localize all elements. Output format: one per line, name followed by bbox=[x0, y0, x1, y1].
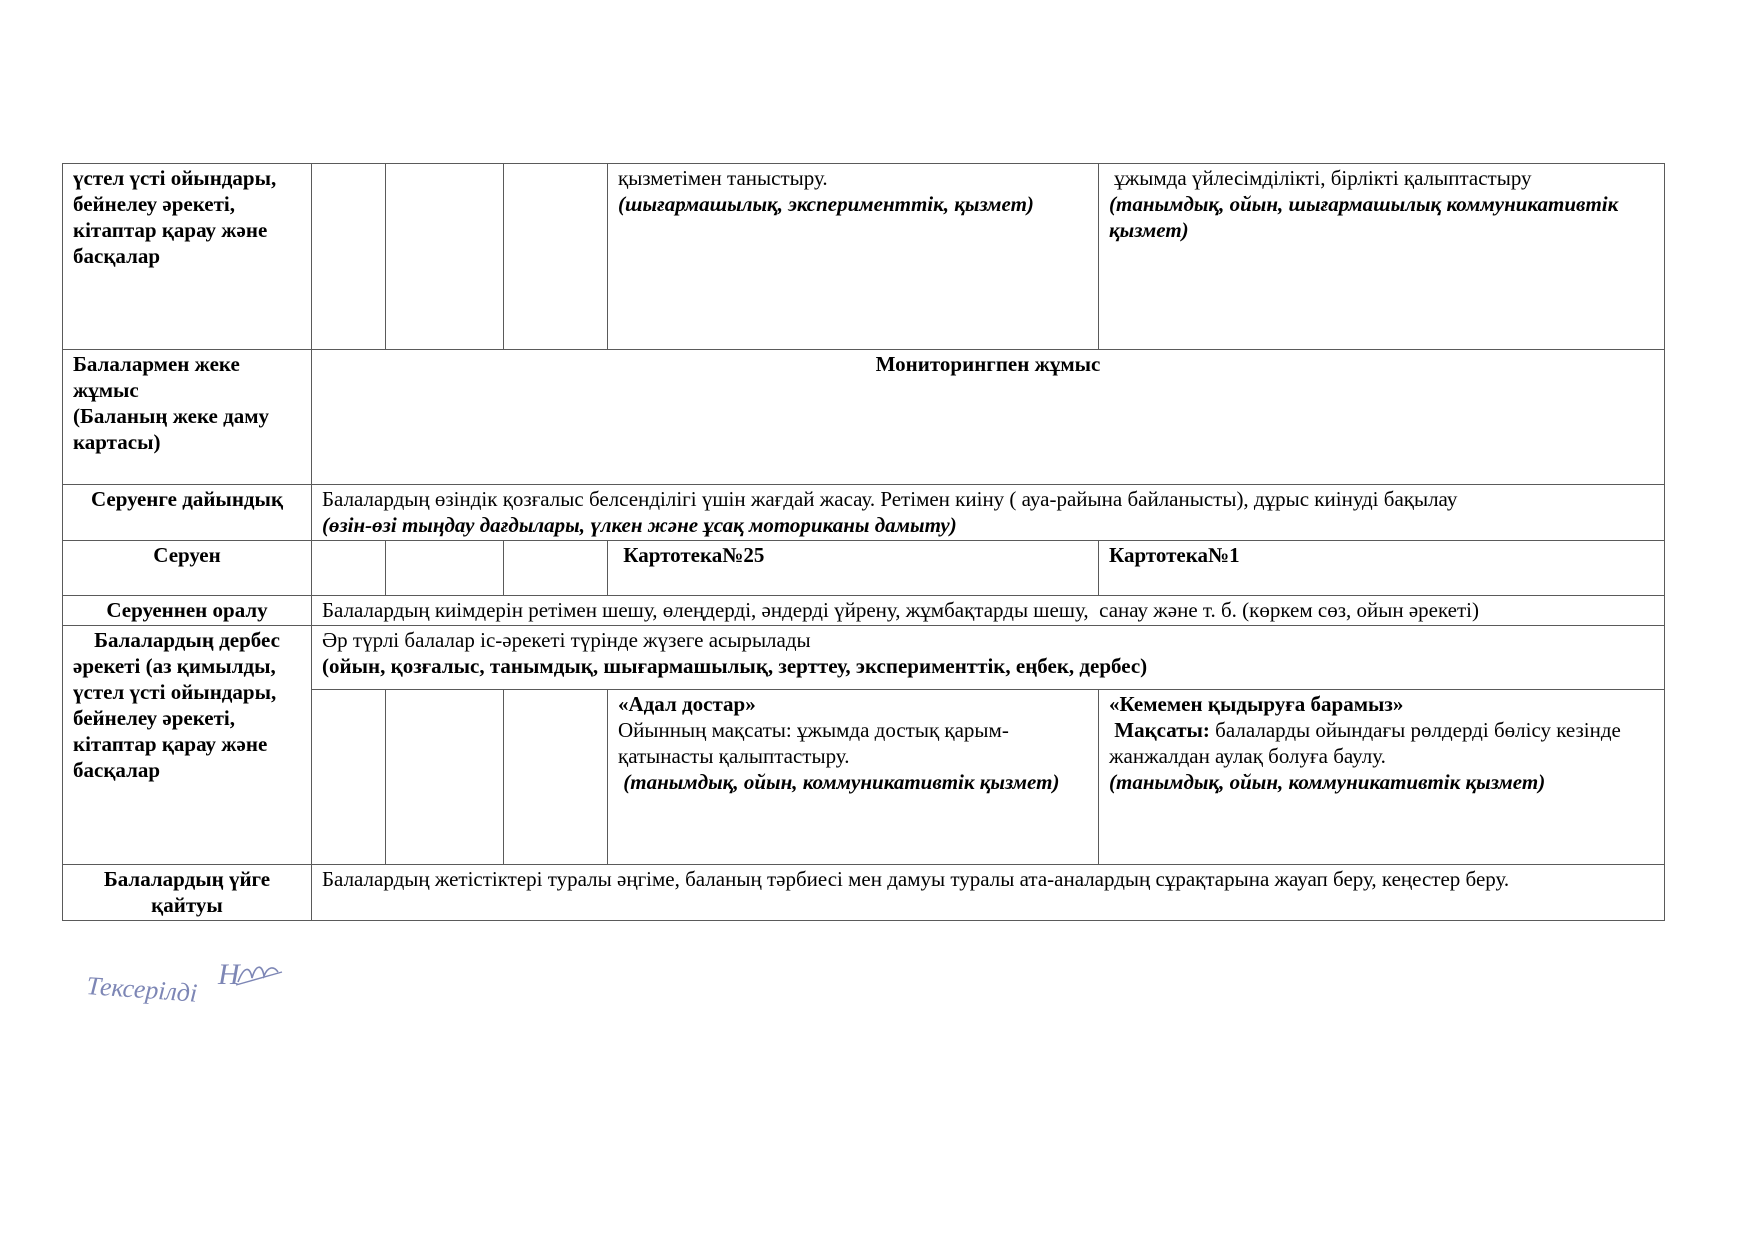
activity-kind: (шығармашылық, эксперименттік, қызмет) bbox=[618, 192, 1034, 216]
row-label-title: Балалардың дербес bbox=[94, 628, 280, 652]
game-goal: Ойынның мақсаты: ұжымда достық қарым-қатынасты қалыптастыру. bbox=[618, 718, 1009, 768]
table-cell bbox=[608, 690, 1099, 865]
table-cell bbox=[608, 164, 1099, 350]
activity-kind: (танымдық, ойын, коммуникативтік қызмет) bbox=[1109, 770, 1546, 794]
row-label: Серуен bbox=[63, 541, 312, 596]
table-cell bbox=[504, 690, 608, 865]
row-label bbox=[63, 626, 312, 865]
table-cell bbox=[312, 541, 386, 596]
row-label: Балалардың үйге қайтуы bbox=[63, 865, 312, 921]
table-cell bbox=[1099, 690, 1665, 865]
table-cell bbox=[312, 164, 386, 350]
activity-kind: (өзін-өзі тыңдау дағдылары, үлкен және ұсақ моториканы дамыту) bbox=[322, 513, 957, 537]
row-label: Серуенге дайындық bbox=[63, 485, 312, 541]
table-cell bbox=[386, 690, 504, 865]
table-cell bbox=[504, 541, 608, 596]
activity-kind: (ойын, қозғалыс, танымдық, шығармашылық, зерттеу, эксперименттік, еңбек, дербес) bbox=[322, 654, 1148, 678]
cell-text: Әр түрлі балалар іс-әрекеті түрінде жүзеге асырылады bbox=[322, 628, 811, 652]
plan-table bbox=[62, 163, 1665, 921]
goal-label: Мақсаты: bbox=[1109, 718, 1210, 742]
game-goal bbox=[1109, 717, 1654, 769]
table-cell bbox=[1099, 164, 1665, 350]
activity-kind: (танымдық, ойын, коммуникативтік қызмет) bbox=[618, 770, 1060, 794]
table-cell bbox=[386, 541, 504, 596]
cell-text: ұжымда үйлесімділікті, бірлікті қалыптастыру bbox=[1109, 166, 1532, 190]
card-file-ref: Картотека№25 bbox=[608, 541, 1099, 596]
row-label-subtitle: (Баланың жеке даму картасы) bbox=[73, 404, 270, 454]
signature-stamp bbox=[86, 952, 296, 1012]
row-label bbox=[63, 350, 312, 485]
cell-text: Балалардың өзіндік қозғалыс белсенділігі үшін жағдай жасау. Ретімен киіну ( ауа-райына байланысты), дұрыс киінуді бақылау bbox=[322, 487, 1458, 511]
table-row bbox=[63, 485, 1665, 541]
row-label-subtitle: әрекеті (аз қимылды, үстел үсті ойындары, бейнелеу әрекеті, кітаптар қарау және басқалар bbox=[73, 654, 277, 782]
goal-text: балаларды ойындағы рөлдерді бөлісу кезінде жанжалдан аулақ болуға баулу. bbox=[1109, 718, 1621, 768]
table-cell bbox=[312, 485, 1665, 541]
game-title: «Кемемен қыдыруға барамыз» bbox=[1109, 692, 1404, 716]
cell-text: қызметімен таныстыру. bbox=[618, 166, 828, 190]
row-label: үстел үсті ойындары, бейнелеу әрекеті, кітаптар қарау және басқалар bbox=[63, 164, 312, 350]
signature-underline bbox=[236, 972, 282, 985]
table-cell bbox=[504, 164, 608, 350]
table-row bbox=[63, 865, 1665, 921]
row-label-title: Балалармен жеке жұмыс bbox=[73, 352, 240, 402]
monitoring-cell: Мониторингпен жұмыс bbox=[312, 350, 1665, 485]
card-file-ref: Картотека№1 bbox=[1099, 541, 1665, 596]
table-row bbox=[63, 541, 1665, 596]
table-row bbox=[63, 626, 1665, 690]
table-row bbox=[63, 164, 1665, 350]
table-cell: Балалардың киімдерін ретімен шешу, өлеңдерді, әндерді үйрену, жұмбақтарды шешу, санау және т. б. (көркем сөз, ойын әрекеті) bbox=[312, 596, 1665, 626]
row-label: Серуеннен оралу bbox=[63, 596, 312, 626]
table-row bbox=[63, 596, 1665, 626]
table-cell bbox=[386, 164, 504, 350]
table-cell: Балалардың жетістіктері туралы әңгіме, баланың тәрбиесі мен дамуы туралы ата-аналардың сұрақтарына жауап беру, кеңестер беру. bbox=[312, 865, 1665, 921]
activity-kind: (танымдық, ойын, шығармашылық коммуникативтік қызмет) bbox=[1109, 192, 1619, 242]
table-cell bbox=[312, 690, 386, 865]
table-row bbox=[63, 350, 1665, 485]
signature-initials: Н bbox=[218, 958, 240, 991]
signature-text: Тексерілді bbox=[86, 971, 199, 1008]
table-cell bbox=[312, 626, 1665, 690]
game-title: «Адал достар» bbox=[618, 692, 756, 716]
